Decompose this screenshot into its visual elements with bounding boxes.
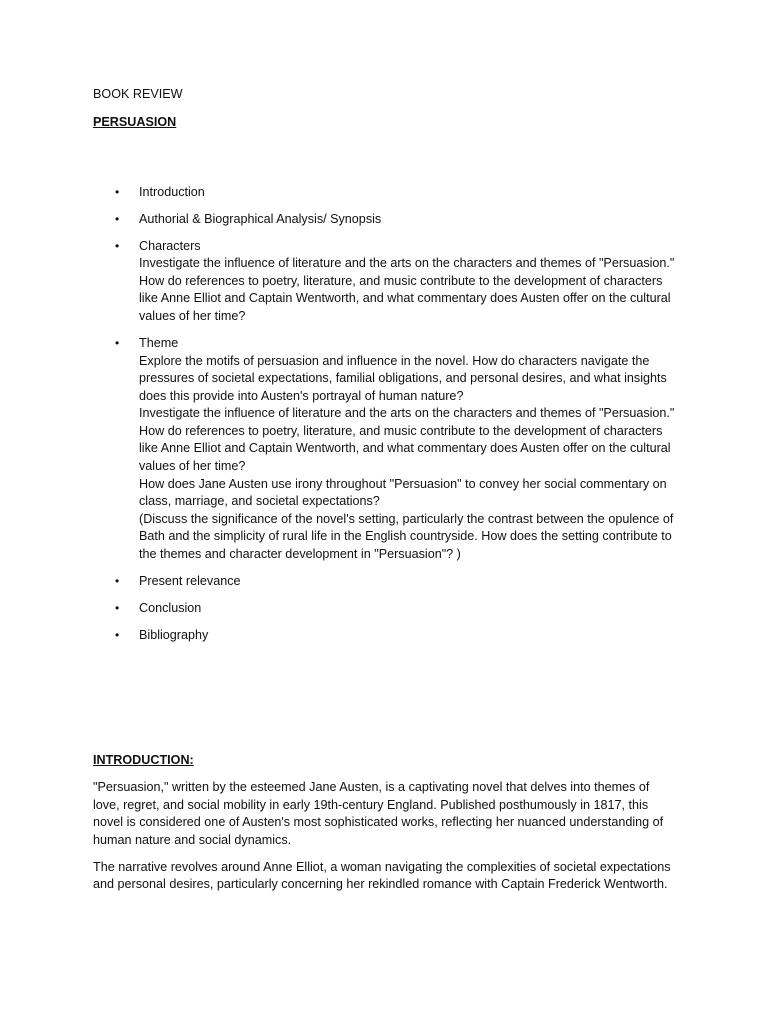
outline-item-detail: Investigate the influence of literature and the arts on the characters and themes of "Persuasion." How do references to poetry, literature, and music contribute to the development of characters like Anne Elliot and Captain Wentworth, and what commentary does Austen offer on the cultural values of her time? [139, 406, 675, 474]
document-type-label: BOOK REVIEW [93, 87, 183, 101]
outline-item-label: Characters [139, 238, 201, 253]
outline-item-label: Present relevance [139, 574, 241, 589]
document-page [93, 86, 675, 894]
outline-item-label: Introduction [139, 184, 205, 199]
outline-item-detail: Explore the motifs of persuasion and influence in the novel. How do characters navigate the pressures of societal expectations, familial obligations, and personal desires, and what insights does this provide into Austen's portrayal of human nature? [139, 353, 667, 403]
list-item [93, 184, 675, 202]
outline-item-detail: How does Jane Austen use irony throughout "Persuasion" to convey her social commentary on class, marriage, and societal expectations? [139, 476, 667, 509]
bullet-icon: • [115, 211, 120, 226]
bullet-icon: • [115, 628, 120, 642]
bullet-icon: • [115, 335, 120, 350]
list-item [93, 211, 675, 229]
body-paragraph: "Persuasion," written by the esteemed Jane Austen, is a captivating novel that delves into themes of love, regret, and social mobility in early 19th-century England. Published posthumously in 1817, this novel is considered one of Austen's most sophisticated works, reflecting her nuanced understanding of human nature and social dynamics. [93, 780, 664, 847]
bullet-icon: • [115, 574, 120, 589]
list-item [93, 627, 675, 645]
outline-list [93, 184, 675, 645]
outline-item-detail: Investigate the influence of literature and the arts on the characters and themes of "Persuasion." How do references to poetry, literature, and music contribute to the development of characters like Anne Elliot and Captain Wentworth, and what commentary does Austen offer on the cultural values of her time? [139, 256, 675, 323]
list-item [93, 238, 675, 326]
list-item [93, 335, 675, 564]
section-heading-introduction: INTRODUCTION: [93, 752, 194, 767]
outline-item-label: Theme [139, 335, 179, 350]
outline-item-detail: (Discuss the significance of the novel's setting, particularly the contrast between the opulence of Bath and the simplicity of rural life in the English countryside. How does the setting contribute to the themes and character development in "Persuasion"? ) [139, 511, 674, 562]
list-item [93, 600, 675, 618]
bullet-icon: • [115, 238, 120, 253]
outline-item-label: Authorial & Biographical Analysis/ Synopsis [139, 211, 382, 226]
outline-item-label: Bibliography [139, 628, 209, 642]
outline-item-label: Conclusion [139, 601, 202, 616]
document-title: PERSUASION [93, 115, 177, 129]
list-item [93, 573, 675, 591]
bullet-icon: • [115, 601, 120, 616]
bullet-icon: • [115, 184, 120, 199]
body-paragraph: The narrative revolves around Anne Elliot, a woman navigating the complexities of societal expectations and personal desires, particularly concerning her rekindled romance with Captain Frederick Wentworth. [93, 859, 671, 892]
